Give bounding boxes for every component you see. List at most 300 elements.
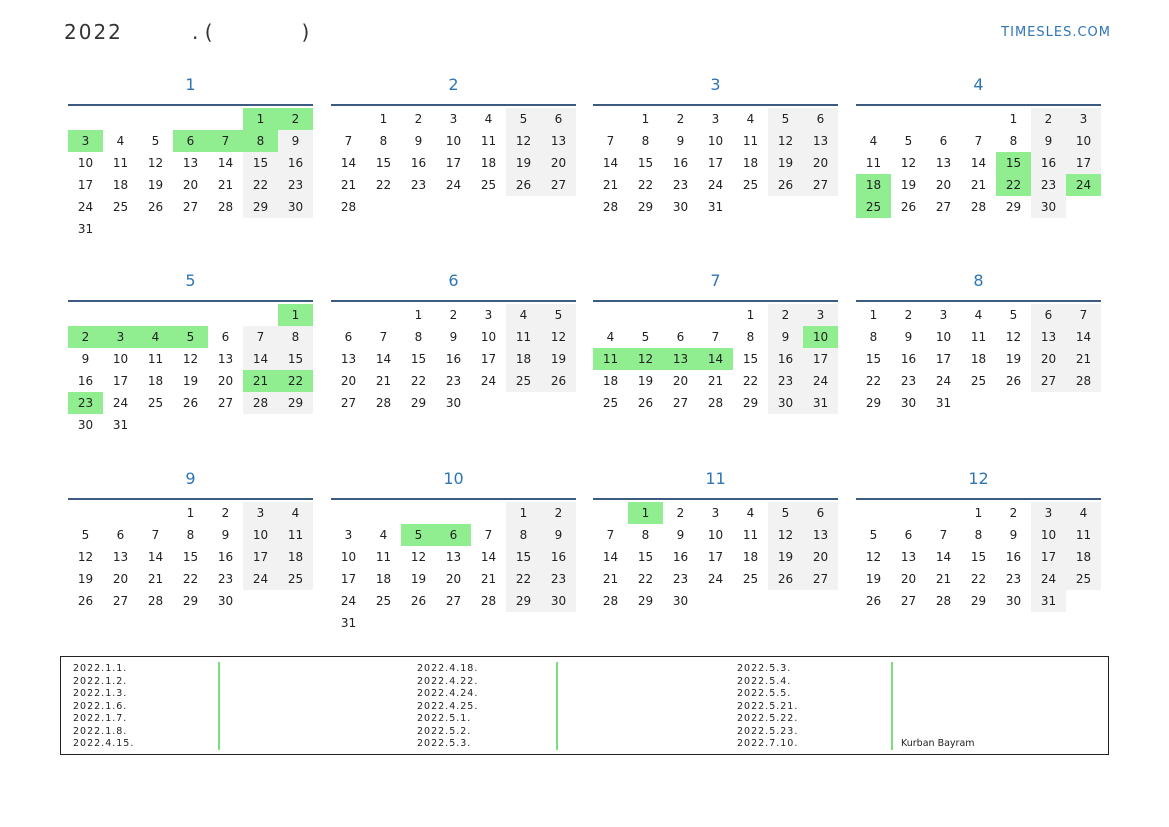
- day-cell[interactable]: 5: [401, 524, 436, 546]
- day-cell[interactable]: 19: [182, 374, 199, 388]
- day-cell[interactable]: 8: [379, 134, 388, 148]
- day-cell[interactable]: 11: [742, 528, 759, 542]
- day-cell[interactable]: 11: [970, 330, 987, 344]
- day-cell[interactable]: 26: [147, 200, 164, 214]
- day-cell[interactable]: 27: [900, 594, 917, 608]
- day-cell[interactable]: 12: [541, 326, 576, 348]
- day-cell[interactable]: 5: [904, 134, 913, 148]
- day-cell[interactable]: 29: [865, 396, 882, 410]
- day-cell[interactable]: 19: [410, 572, 427, 586]
- day-cell[interactable]: 7: [711, 330, 720, 344]
- day-cell[interactable]: 13: [935, 156, 952, 170]
- day-cell[interactable]: 25: [1066, 568, 1101, 590]
- day-cell[interactable]: 18: [112, 178, 129, 192]
- day-cell[interactable]: 13: [803, 524, 838, 546]
- day-cell[interactable]: 17: [1066, 152, 1101, 174]
- day-cell[interactable]: 19: [77, 572, 94, 586]
- day-cell[interactable]: 30: [541, 590, 576, 612]
- day-cell[interactable]: 11: [278, 524, 313, 546]
- day-cell[interactable]: 4: [116, 134, 125, 148]
- day-cell[interactable]: 19: [768, 546, 803, 568]
- day-cell[interactable]: 3: [803, 304, 838, 326]
- day-cell[interactable]: 28: [340, 200, 357, 214]
- day-cell[interactable]: 21: [243, 370, 278, 392]
- day-cell[interactable]: 29: [637, 200, 654, 214]
- day-cell[interactable]: 18: [375, 572, 392, 586]
- day-cell[interactable]: 24: [445, 178, 462, 192]
- day-cell[interactable]: 1: [974, 506, 983, 520]
- day-cell[interactable]: 17: [707, 550, 724, 564]
- day-cell[interactable]: 14: [147, 550, 164, 564]
- day-cell[interactable]: 17: [243, 546, 278, 568]
- day-cell[interactable]: 2: [449, 308, 458, 322]
- day-cell[interactable]: 8: [1009, 134, 1018, 148]
- day-cell[interactable]: 24: [480, 374, 497, 388]
- day-cell[interactable]: 8: [641, 134, 650, 148]
- day-cell[interactable]: 7: [974, 134, 983, 148]
- day-cell[interactable]: 19: [865, 572, 882, 586]
- day-cell[interactable]: 5: [506, 108, 541, 130]
- day-cell[interactable]: 26: [77, 594, 94, 608]
- day-cell[interactable]: 15: [506, 546, 541, 568]
- day-cell[interactable]: 17: [340, 572, 357, 586]
- day-cell[interactable]: 28: [480, 594, 497, 608]
- day-cell[interactable]: 31: [707, 200, 724, 214]
- day-cell[interactable]: 21: [340, 178, 357, 192]
- day-cell[interactable]: 20: [935, 178, 952, 192]
- day-cell[interactable]: 6: [173, 130, 208, 152]
- day-cell[interactable]: 27: [112, 594, 129, 608]
- day-cell[interactable]: 10: [445, 134, 462, 148]
- day-cell[interactable]: 2: [1031, 108, 1066, 130]
- day-cell[interactable]: 30: [1031, 196, 1066, 218]
- day-cell[interactable]: 20: [182, 178, 199, 192]
- day-cell[interactable]: 22: [865, 374, 882, 388]
- day-cell[interactable]: 10: [340, 550, 357, 564]
- day-cell[interactable]: 14: [340, 156, 357, 170]
- day-cell[interactable]: 6: [344, 330, 353, 344]
- day-cell[interactable]: 4: [278, 502, 313, 524]
- day-cell[interactable]: 14: [935, 550, 952, 564]
- day-cell[interactable]: 20: [803, 546, 838, 568]
- day-cell[interactable]: 10: [243, 524, 278, 546]
- day-cell[interactable]: 12: [77, 550, 94, 564]
- day-cell[interactable]: 15: [865, 352, 882, 366]
- day-cell[interactable]: 30: [445, 396, 462, 410]
- day-cell[interactable]: 24: [935, 374, 952, 388]
- day-cell[interactable]: 1: [379, 112, 388, 126]
- day-cell[interactable]: 18: [278, 546, 313, 568]
- day-cell[interactable]: 12: [768, 130, 803, 152]
- day-cell[interactable]: 9: [1031, 130, 1066, 152]
- day-cell[interactable]: 5: [151, 134, 160, 148]
- day-cell[interactable]: 30: [768, 392, 803, 414]
- day-cell[interactable]: 7: [1066, 304, 1101, 326]
- day-cell[interactable]: 24: [112, 396, 129, 410]
- day-cell[interactable]: 11: [593, 348, 628, 370]
- day-cell[interactable]: 19: [541, 348, 576, 370]
- day-cell[interactable]: 19: [637, 374, 654, 388]
- day-cell[interactable]: 29: [278, 392, 313, 414]
- day-cell[interactable]: 18: [1066, 546, 1101, 568]
- day-cell[interactable]: 3: [243, 502, 278, 524]
- day-cell[interactable]: 9: [81, 352, 90, 366]
- day-cell[interactable]: 13: [217, 352, 234, 366]
- day-cell[interactable]: 12: [410, 550, 427, 564]
- day-cell[interactable]: 11: [1066, 524, 1101, 546]
- day-cell[interactable]: 17: [935, 352, 952, 366]
- day-cell[interactable]: 13: [803, 130, 838, 152]
- day-cell[interactable]: 12: [900, 156, 917, 170]
- day-cell[interactable]: 8: [641, 528, 650, 542]
- day-cell[interactable]: 4: [484, 112, 493, 126]
- day-cell[interactable]: 21: [217, 178, 234, 192]
- day-cell[interactable]: 16: [217, 550, 234, 564]
- day-cell[interactable]: 29: [742, 396, 759, 410]
- day-cell[interactable]: 18: [506, 348, 541, 370]
- day-cell[interactable]: 5: [768, 502, 803, 524]
- day-cell[interactable]: 13: [900, 550, 917, 564]
- day-cell[interactable]: 5: [81, 528, 90, 542]
- day-cell[interactable]: 3: [939, 308, 948, 322]
- day-cell[interactable]: 28: [602, 200, 619, 214]
- day-cell[interactable]: 6: [221, 330, 230, 344]
- day-cell[interactable]: 17: [1031, 546, 1066, 568]
- day-cell[interactable]: 18: [742, 156, 759, 170]
- day-cell[interactable]: 6: [1031, 304, 1066, 326]
- day-cell[interactable]: 1: [506, 502, 541, 524]
- day-cell[interactable]: 18: [856, 174, 891, 196]
- day-cell[interactable]: 29: [506, 590, 541, 612]
- day-cell[interactable]: 28: [217, 200, 234, 214]
- day-cell[interactable]: 25: [112, 200, 129, 214]
- day-cell[interactable]: 16: [541, 546, 576, 568]
- day-cell[interactable]: 14: [480, 550, 497, 564]
- day-cell[interactable]: 20: [217, 374, 234, 388]
- day-cell[interactable]: 24: [1031, 568, 1066, 590]
- day-cell[interactable]: 15: [996, 152, 1031, 174]
- day-cell[interactable]: 3: [68, 130, 103, 152]
- day-cell[interactable]: 22: [278, 370, 313, 392]
- day-cell[interactable]: 22: [970, 572, 987, 586]
- day-cell[interactable]: 11: [147, 352, 164, 366]
- day-cell[interactable]: 27: [541, 174, 576, 196]
- day-cell[interactable]: 25: [742, 178, 759, 192]
- day-cell[interactable]: 2: [904, 308, 913, 322]
- day-cell[interactable]: 18: [742, 550, 759, 564]
- day-cell[interactable]: 18: [602, 374, 619, 388]
- day-cell[interactable]: 5: [173, 326, 208, 348]
- day-cell[interactable]: 8: [506, 524, 541, 546]
- day-cell[interactable]: 16: [445, 352, 462, 366]
- day-cell[interactable]: 20: [445, 572, 462, 586]
- day-cell[interactable]: 15: [278, 348, 313, 370]
- day-cell[interactable]: 24: [340, 594, 357, 608]
- day-cell[interactable]: 15: [243, 152, 278, 174]
- day-cell[interactable]: 6: [436, 524, 471, 546]
- day-cell[interactable]: 14: [243, 348, 278, 370]
- day-cell[interactable]: 14: [1066, 326, 1101, 348]
- day-cell[interactable]: 4: [869, 134, 878, 148]
- day-cell[interactable]: 13: [541, 130, 576, 152]
- day-cell[interactable]: 23: [768, 370, 803, 392]
- day-cell[interactable]: 1: [628, 502, 663, 524]
- day-cell[interactable]: 9: [1009, 528, 1018, 542]
- day-cell[interactable]: 14: [970, 156, 987, 170]
- day-cell[interactable]: 2: [68, 326, 103, 348]
- day-cell[interactable]: 21: [1066, 348, 1101, 370]
- day-cell[interactable]: 13: [182, 156, 199, 170]
- day-cell[interactable]: 2: [414, 112, 423, 126]
- day-cell[interactable]: 26: [865, 594, 882, 608]
- day-cell[interactable]: 18: [147, 374, 164, 388]
- day-cell[interactable]: 27: [803, 568, 838, 590]
- day-cell[interactable]: 12: [768, 524, 803, 546]
- day-cell[interactable]: 8: [186, 528, 195, 542]
- day-cell[interactable]: 14: [602, 156, 619, 170]
- day-cell[interactable]: 9: [221, 528, 230, 542]
- day-cell[interactable]: 31: [77, 222, 94, 236]
- day-cell[interactable]: 18: [970, 352, 987, 366]
- day-cell[interactable]: 19: [506, 152, 541, 174]
- day-cell[interactable]: 19: [768, 152, 803, 174]
- day-cell[interactable]: 7: [344, 134, 353, 148]
- day-cell[interactable]: 30: [672, 200, 689, 214]
- day-cell[interactable]: 23: [541, 568, 576, 590]
- day-cell[interactable]: 24: [803, 370, 838, 392]
- day-cell[interactable]: 7: [151, 528, 160, 542]
- day-cell[interactable]: 15: [742, 352, 759, 366]
- day-cell[interactable]: 1: [1009, 112, 1018, 126]
- day-cell[interactable]: 29: [637, 594, 654, 608]
- day-cell[interactable]: 25: [856, 196, 891, 218]
- day-cell[interactable]: 28: [243, 392, 278, 414]
- day-cell[interactable]: 21: [935, 572, 952, 586]
- day-cell[interactable]: 12: [1005, 330, 1022, 344]
- day-cell[interactable]: 26: [182, 396, 199, 410]
- day-cell[interactable]: 1: [414, 308, 423, 322]
- day-cell[interactable]: 9: [676, 134, 685, 148]
- day-cell[interactable]: 31: [803, 392, 838, 414]
- day-cell[interactable]: 2: [768, 304, 803, 326]
- day-cell[interactable]: 9: [904, 330, 913, 344]
- day-cell[interactable]: 21: [602, 178, 619, 192]
- day-cell[interactable]: 15: [637, 550, 654, 564]
- day-cell[interactable]: 21: [147, 572, 164, 586]
- day-cell[interactable]: 2: [278, 108, 313, 130]
- day-cell[interactable]: 20: [340, 374, 357, 388]
- day-cell[interactable]: 19: [900, 178, 917, 192]
- day-cell[interactable]: 28: [147, 594, 164, 608]
- day-cell[interactable]: 11: [742, 134, 759, 148]
- day-cell[interactable]: 23: [278, 174, 313, 196]
- day-cell[interactable]: 4: [1066, 502, 1101, 524]
- day-cell[interactable]: 28: [602, 594, 619, 608]
- day-cell[interactable]: 22: [410, 374, 427, 388]
- day-cell[interactable]: 12: [628, 348, 663, 370]
- day-cell[interactable]: 28: [935, 594, 952, 608]
- day-cell[interactable]: 10: [707, 528, 724, 542]
- day-cell[interactable]: 4: [606, 330, 615, 344]
- day-cell[interactable]: 15: [410, 352, 427, 366]
- day-cell[interactable]: 3: [711, 506, 720, 520]
- day-cell[interactable]: 24: [243, 568, 278, 590]
- day-cell[interactable]: 23: [68, 392, 103, 414]
- day-cell[interactable]: 22: [182, 572, 199, 586]
- day-cell[interactable]: 30: [77, 418, 94, 432]
- day-cell[interactable]: 23: [672, 572, 689, 586]
- day-cell[interactable]: 25: [278, 568, 313, 590]
- day-cell[interactable]: 5: [641, 330, 650, 344]
- day-cell[interactable]: 10: [803, 326, 838, 348]
- day-cell[interactable]: 29: [243, 196, 278, 218]
- day-cell[interactable]: 8: [974, 528, 983, 542]
- day-cell[interactable]: 10: [935, 330, 952, 344]
- day-cell[interactable]: 17: [445, 156, 462, 170]
- day-cell[interactable]: 27: [672, 396, 689, 410]
- day-cell[interactable]: 30: [900, 396, 917, 410]
- day-cell[interactable]: 6: [676, 330, 685, 344]
- day-cell[interactable]: 8: [869, 330, 878, 344]
- day-cell[interactable]: 29: [970, 594, 987, 608]
- day-cell[interactable]: 16: [410, 156, 427, 170]
- day-cell[interactable]: 3: [484, 308, 493, 322]
- day-cell[interactable]: 26: [1005, 374, 1022, 388]
- day-cell[interactable]: 22: [375, 178, 392, 192]
- day-cell[interactable]: 31: [935, 396, 952, 410]
- day-cell[interactable]: 23: [672, 178, 689, 192]
- day-cell[interactable]: 15: [375, 156, 392, 170]
- day-cell[interactable]: 14: [698, 348, 733, 370]
- day-cell[interactable]: 5: [869, 528, 878, 542]
- day-cell[interactable]: 20: [900, 572, 917, 586]
- day-cell[interactable]: 13: [340, 352, 357, 366]
- day-cell[interactable]: 6: [541, 108, 576, 130]
- day-cell[interactable]: 28: [375, 396, 392, 410]
- day-cell[interactable]: 30: [278, 196, 313, 218]
- day-cell[interactable]: 14: [602, 550, 619, 564]
- day-cell[interactable]: 5: [541, 304, 576, 326]
- day-cell[interactable]: 20: [803, 152, 838, 174]
- day-cell[interactable]: 11: [480, 134, 497, 148]
- day-cell[interactable]: 9: [278, 130, 313, 152]
- day-cell[interactable]: 24: [707, 572, 724, 586]
- day-cell[interactable]: 12: [865, 550, 882, 564]
- day-cell[interactable]: 21: [970, 178, 987, 192]
- day-cell[interactable]: 8: [243, 130, 278, 152]
- day-cell[interactable]: 23: [445, 374, 462, 388]
- day-cell[interactable]: 18: [480, 156, 497, 170]
- day-cell[interactable]: 9: [449, 330, 458, 344]
- day-cell[interactable]: 16: [900, 352, 917, 366]
- day-cell[interactable]: 22: [243, 174, 278, 196]
- day-cell[interactable]: 4: [138, 326, 173, 348]
- day-cell[interactable]: 13: [663, 348, 698, 370]
- day-cell[interactable]: 11: [375, 550, 392, 564]
- day-cell[interactable]: 27: [340, 396, 357, 410]
- day-cell[interactable]: 3: [103, 326, 138, 348]
- day-cell[interactable]: 30: [1005, 594, 1022, 608]
- day-cell[interactable]: 31: [340, 616, 357, 630]
- day-cell[interactable]: 3: [1066, 108, 1101, 130]
- day-cell[interactable]: 7: [208, 130, 243, 152]
- day-cell[interactable]: 17: [112, 374, 129, 388]
- day-cell[interactable]: 7: [939, 528, 948, 542]
- day-cell[interactable]: 23: [1005, 572, 1022, 586]
- day-cell[interactable]: 16: [278, 152, 313, 174]
- day-cell[interactable]: 25: [970, 374, 987, 388]
- day-cell[interactable]: 31: [112, 418, 129, 432]
- day-cell[interactable]: 12: [182, 352, 199, 366]
- day-cell[interactable]: 4: [746, 112, 755, 126]
- day-cell[interactable]: 1: [869, 308, 878, 322]
- day-cell[interactable]: 25: [480, 178, 497, 192]
- day-cell[interactable]: 10: [480, 330, 497, 344]
- day-cell[interactable]: 25: [147, 396, 164, 410]
- day-cell[interactable]: 10: [112, 352, 129, 366]
- day-cell[interactable]: 13: [112, 550, 129, 564]
- day-cell[interactable]: 12: [147, 156, 164, 170]
- day-cell[interactable]: 26: [768, 568, 803, 590]
- day-cell[interactable]: 1: [243, 108, 278, 130]
- day-cell[interactable]: 1: [746, 308, 755, 322]
- day-cell[interactable]: 3: [711, 112, 720, 126]
- day-cell[interactable]: 3: [344, 528, 353, 542]
- day-cell[interactable]: 26: [410, 594, 427, 608]
- day-cell[interactable]: 22: [637, 572, 654, 586]
- site-link[interactable]: TIMESLES.COM: [1001, 25, 1111, 40]
- day-cell[interactable]: 21: [480, 572, 497, 586]
- day-cell[interactable]: 6: [939, 134, 948, 148]
- day-cell[interactable]: 23: [217, 572, 234, 586]
- day-cell[interactable]: 30: [217, 594, 234, 608]
- day-cell[interactable]: 9: [541, 524, 576, 546]
- day-cell[interactable]: 24: [1066, 174, 1101, 196]
- day-cell[interactable]: 20: [672, 374, 689, 388]
- day-cell[interactable]: 17: [480, 352, 497, 366]
- day-cell[interactable]: 7: [606, 528, 615, 542]
- day-cell[interactable]: 31: [1031, 590, 1066, 612]
- day-cell[interactable]: 3: [449, 112, 458, 126]
- day-cell[interactable]: 1: [186, 506, 195, 520]
- day-cell[interactable]: 17: [707, 156, 724, 170]
- day-cell[interactable]: 16: [672, 550, 689, 564]
- day-cell[interactable]: 23: [410, 178, 427, 192]
- day-cell[interactable]: 25: [602, 396, 619, 410]
- day-cell[interactable]: 28: [707, 396, 724, 410]
- day-cell[interactable]: 5: [768, 108, 803, 130]
- day-cell[interactable]: 25: [375, 594, 392, 608]
- day-cell[interactable]: 1: [641, 112, 650, 126]
- day-cell[interactable]: 23: [1031, 174, 1066, 196]
- day-cell[interactable]: 14: [375, 352, 392, 366]
- day-cell[interactable]: 29: [410, 396, 427, 410]
- day-cell[interactable]: 17: [803, 348, 838, 370]
- day-cell[interactable]: 2: [221, 506, 230, 520]
- day-cell[interactable]: 30: [672, 594, 689, 608]
- day-cell[interactable]: 19: [147, 178, 164, 192]
- day-cell[interactable]: 4: [506, 304, 541, 326]
- day-cell[interactable]: 6: [803, 108, 838, 130]
- day-cell[interactable]: 23: [900, 374, 917, 388]
- day-cell[interactable]: 10: [1066, 130, 1101, 152]
- day-cell[interactable]: 9: [768, 326, 803, 348]
- day-cell[interactable]: 27: [803, 174, 838, 196]
- day-cell[interactable]: 24: [707, 178, 724, 192]
- day-cell[interactable]: 16: [1005, 550, 1022, 564]
- day-cell[interactable]: 26: [541, 370, 576, 392]
- day-cell[interactable]: 3: [1031, 502, 1066, 524]
